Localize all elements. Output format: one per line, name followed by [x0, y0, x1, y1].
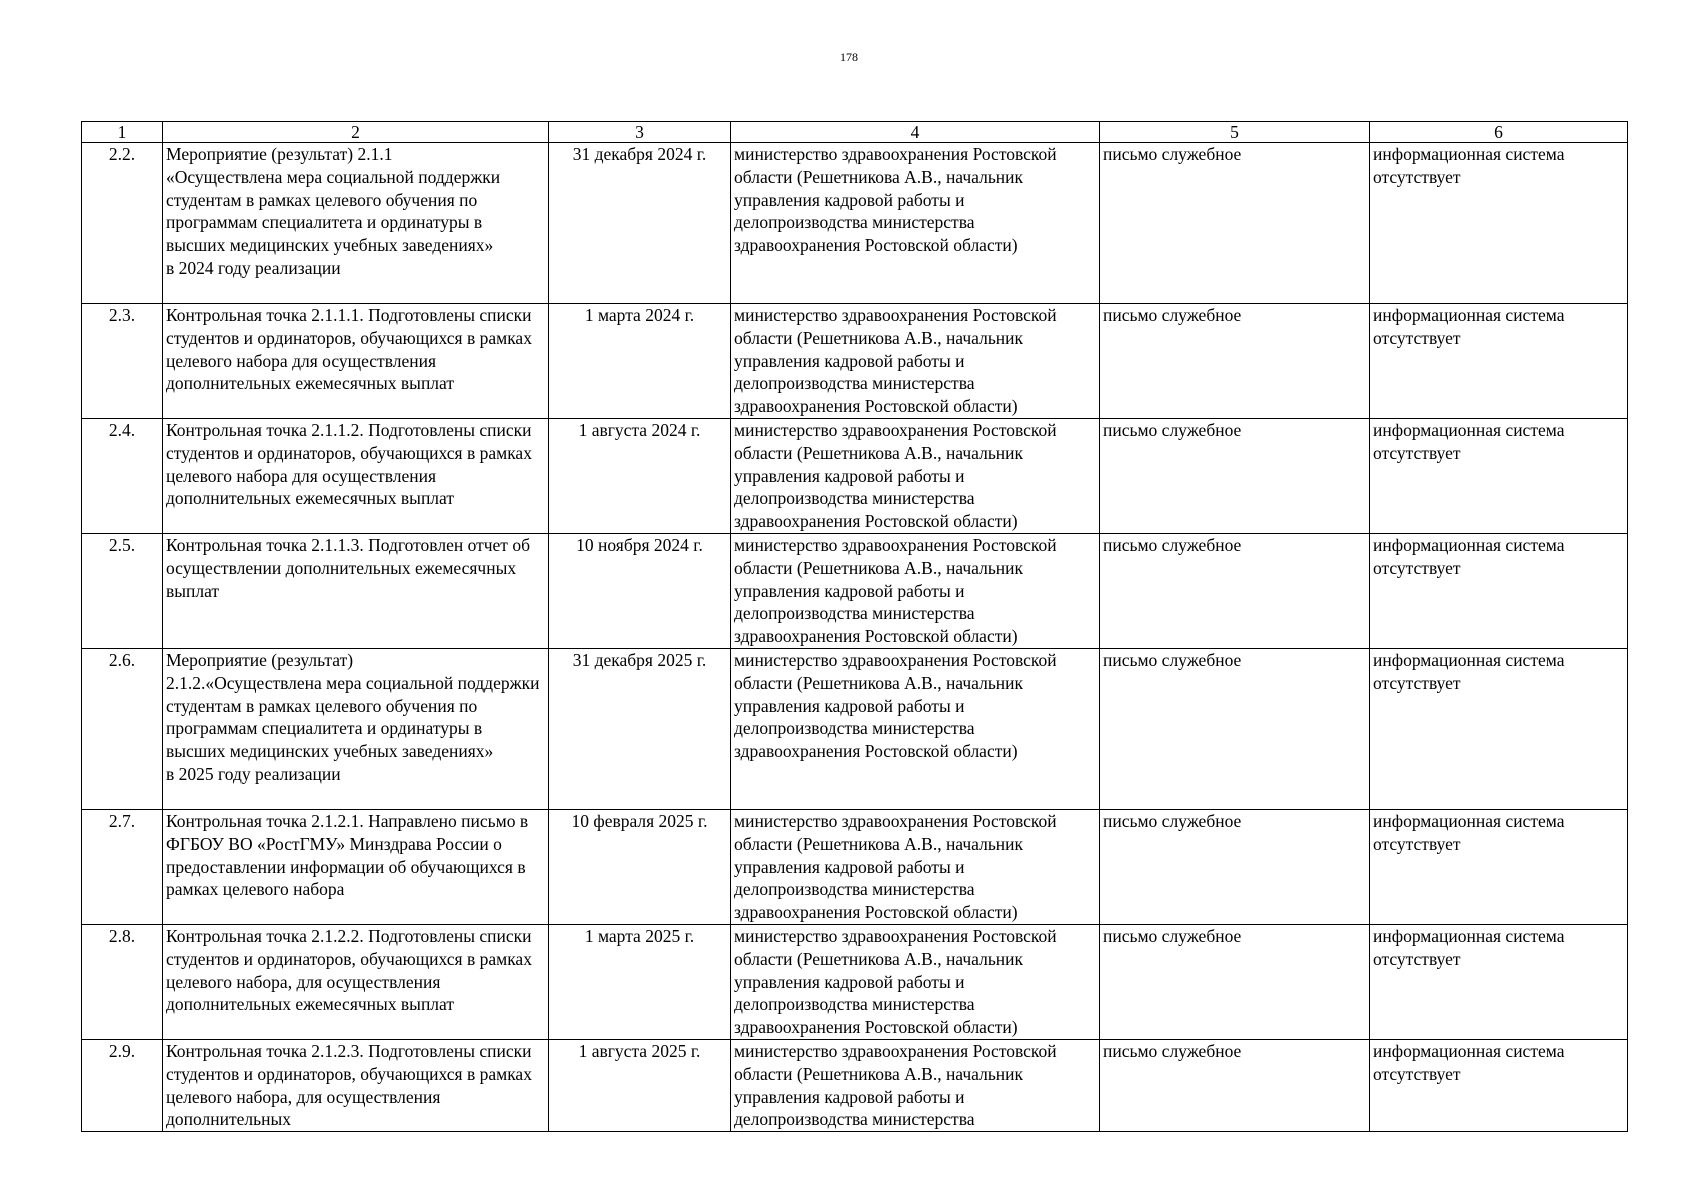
row-description: Контрольная точка 2.1.2.1. Направлено письмо в ФГБОУ ВО «РостГМУ» Минздрава России о предоставлении информации об обучающихся в рамках целевого набора	[163, 810, 549, 925]
table-header-row	[82, 122, 1628, 143]
row-info-system: информационная система отсутствует	[1370, 1040, 1628, 1132]
row-description: Контрольная точка 2.1.2.3. Подготовлены списки студентов и ординаторов, обучающихся в рамках целевого набора, для осуществления дополнительных	[163, 1040, 549, 1132]
header-col-5: 5	[1100, 122, 1370, 143]
events-table	[81, 121, 1628, 1132]
row-deadline: 1 марта 2024 г.	[549, 304, 731, 419]
row-description: Контрольная точка 2.1.1.3. Подготовлен отчет об осуществлении дополнительных ежемесячных выплат	[163, 534, 549, 649]
row-document: письмо служебное	[1100, 810, 1370, 925]
row-number: 2.7.	[82, 810, 163, 925]
header-col-1: 1	[82, 122, 163, 143]
row-responsible: министерство здравоохранения Ростовской области (Решетникова А.В., начальник управления кадровой работы и делопроизводства министерства здравоохранения Ростовской области)	[731, 810, 1100, 925]
row-deadline: 1 марта 2025 г.	[549, 925, 731, 1040]
row-deadline: 10 ноября 2024 г.	[549, 534, 731, 649]
row-number: 2.8.	[82, 925, 163, 1040]
row-info-system: информационная система отсутствует	[1370, 143, 1628, 304]
row-description: Контрольная точка 2.1.1.1. Подготовлены списки студентов и ординаторов, обучающихся в рамках целевого набора для осуществления дополнительных ежемесячных выплат	[163, 304, 549, 419]
row-document: письмо служебное	[1100, 419, 1370, 534]
header-col-2: 2	[163, 122, 549, 143]
row-responsible: министерство здравоохранения Ростовской области (Решетникова А.В., начальник управления кадровой работы и делопроизводства министерства здравоохранения Ростовской области)	[731, 143, 1100, 304]
table-row	[82, 143, 1628, 304]
row-deadline: 31 декабря 2024 г.	[549, 143, 731, 304]
row-document: письмо служебное	[1100, 304, 1370, 419]
row-info-system: информационная система отсутствует	[1370, 419, 1628, 534]
table-row	[82, 649, 1628, 810]
row-info-system: информационная система отсутствует	[1370, 810, 1628, 925]
row-document: письмо служебное	[1100, 925, 1370, 1040]
row-info-system: информационная система отсутствует	[1370, 304, 1628, 419]
row-description: Мероприятие (результат) 2.1.1 «Осуществлена мера социальной поддержки студентам в рамках целевого обучения по программам специалитета и ординатуры в высших медицинских учебных заведениях» в 2024 году реализации	[163, 143, 549, 304]
row-responsible: министерство здравоохранения Ростовской области (Решетникова А.В., начальник управления кадровой работы и делопроизводства министерства здравоохранения Ростовской области)	[731, 925, 1100, 1040]
row-description: Мероприятие (результат) 2.1.2.«Осуществлена мера социальной поддержки студентам в рамках целевого обучения по программам специалитета и ординатуры в высших медицинских учебных заведениях» в 2025 году реализации	[163, 649, 549, 810]
header-col-6: 6	[1370, 122, 1628, 143]
table-row	[82, 810, 1628, 925]
row-responsible: министерство здравоохранения Ростовской области (Решетникова А.В., начальник управления кадровой работы и делопроизводства министерства	[731, 1040, 1100, 1132]
row-deadline: 10 февраля 2025 г.	[549, 810, 731, 925]
table-row	[82, 419, 1628, 534]
row-number: 2.9.	[82, 1040, 163, 1132]
row-responsible: министерство здравоохранения Ростовской области (Решетникова А.В., начальник управления кадровой работы и делопроизводства министерства здравоохранения Ростовской области)	[731, 534, 1100, 649]
row-deadline: 1 августа 2025 г.	[549, 1040, 731, 1132]
header-col-3: 3	[549, 122, 731, 143]
row-description: Контрольная точка 2.1.2.2. Подготовлены списки студентов и ординаторов, обучающихся в рамках целевого набора, для осуществления дополнительных ежемесячных выплат	[163, 925, 549, 1040]
row-number: 2.4.	[82, 419, 163, 534]
row-info-system: информационная система отсутствует	[1370, 649, 1628, 810]
row-number: 2.5.	[82, 534, 163, 649]
row-responsible: министерство здравоохранения Ростовской области (Решетникова А.В., начальник управления кадровой работы и делопроизводства министерства здравоохранения Ростовской области)	[731, 649, 1100, 810]
row-document: письмо служебное	[1100, 143, 1370, 304]
row-responsible: министерство здравоохранения Ростовской области (Решетникова А.В., начальник управления кадровой работы и делопроизводства министерства здравоохранения Ростовской области)	[731, 419, 1100, 534]
row-info-system: информационная система отсутствует	[1370, 534, 1628, 649]
page-number: 178	[840, 50, 858, 64]
row-number: 2.2.	[82, 143, 163, 304]
row-responsible: министерство здравоохранения Ростовской области (Решетникова А.В., начальник управления кадровой работы и делопроизводства министерства здравоохранения Ростовской области)	[731, 304, 1100, 419]
row-info-system: информационная система отсутствует	[1370, 925, 1628, 1040]
table-row	[82, 304, 1628, 419]
header-col-4: 4	[731, 122, 1100, 143]
row-document: письмо служебное	[1100, 534, 1370, 649]
row-deadline: 31 декабря 2025 г.	[549, 649, 731, 810]
table-row	[82, 534, 1628, 649]
row-number: 2.3.	[82, 304, 163, 419]
table-row	[82, 1040, 1628, 1132]
row-number: 2.6.	[82, 649, 163, 810]
row-description: Контрольная точка 2.1.1.2. Подготовлены списки студентов и ординаторов, обучающихся в рамках целевого набора для осуществления дополнительных ежемесячных выплат	[163, 419, 549, 534]
row-deadline: 1 августа 2024 г.	[549, 419, 731, 534]
row-document: письмо служебное	[1100, 649, 1370, 810]
row-document: письмо служебное	[1100, 1040, 1370, 1132]
table-row	[82, 925, 1628, 1040]
